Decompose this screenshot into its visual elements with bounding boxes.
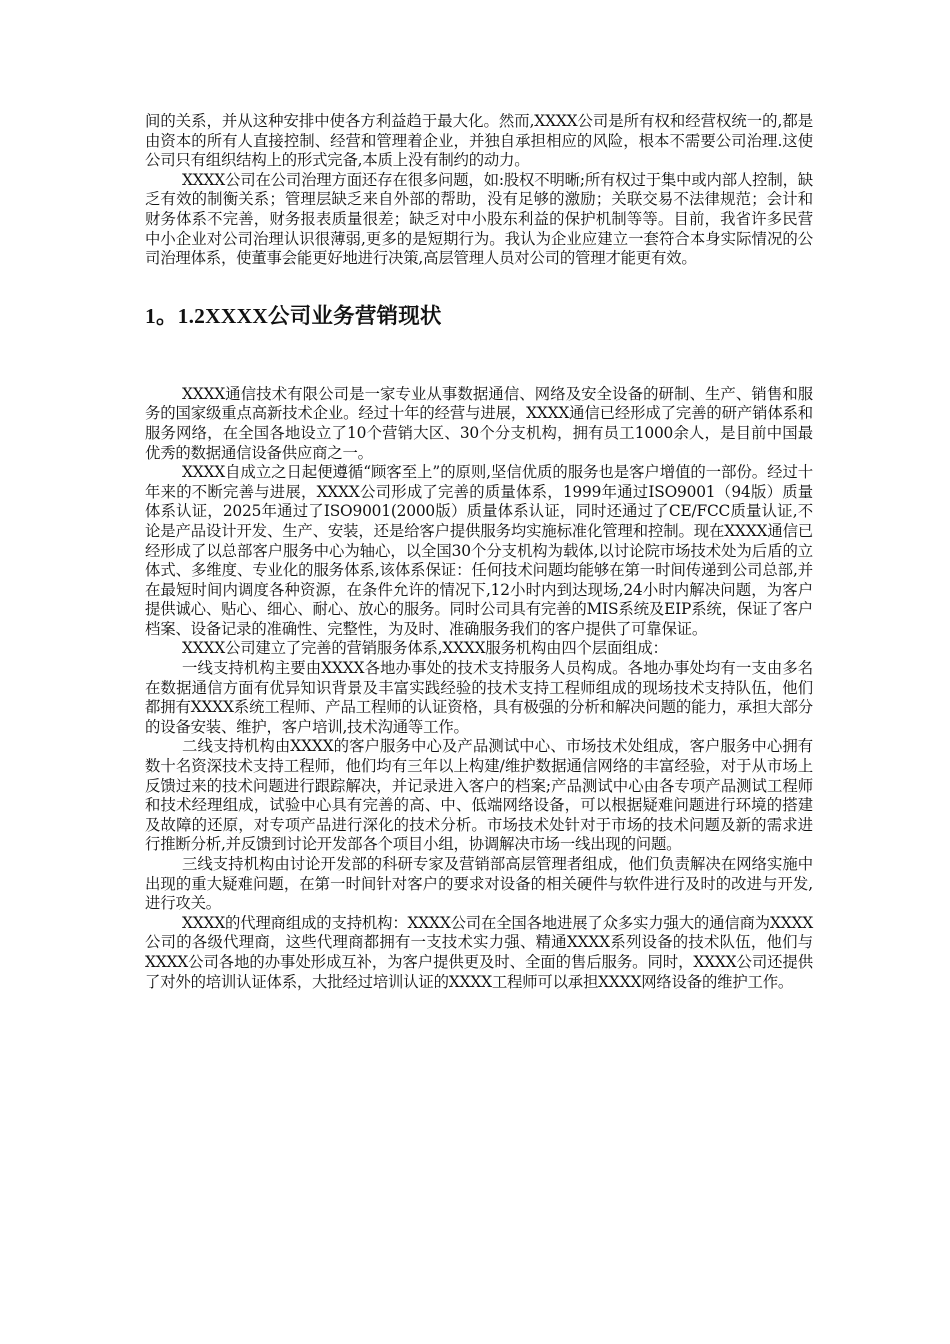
paragraph-top-1: 间的关系，并从这种安排中使各方利益趋于最大化。然而,XXXX公司是所有权和经营权统一的,都是由资本的所有人直接控制、经营和管理着企业，并独自承担相应的风险，根本不需要公司治理.这使公司只有组织结构上的形式完备,本质上没有制约的动力。 — [145, 112, 813, 170]
paragraph-second-line-support: 二线支持机构由XXXX的客户服务中心及产品测试中心、市场技术处组成，客户服务中心拥有数十名资深技术支持工程师，他们均有三年以上构建/维护数据通信网络的丰富经验，对于从市场上反馈过来的技术问题进行跟踪解决，并记录进入客户的档案;产品测试中心由各专项产品测试工程师和技术经理组成，试验中心具有完善的高、中、低端网络设备，可以根据疑难问题进行环境的搭建及故障的还原，对专项产品进行深化的技术分析。市场技术处针对于市场的技术问题及新的需求进行推断分析,并反馈到讨论开发部各个项目小组，协调解决市场一线出现的问题。 — [145, 737, 813, 854]
section-heading: 1。1.2XXXX公司业务营销现状 — [145, 303, 442, 328]
paragraph-service-system: XXXX公司建立了完善的营销服务体系,XXXX服务机构由四个层面组成： — [182, 639, 668, 658]
document-page — [145, 112, 813, 992]
paragraph-service-quality: XXXX自成立之日起便遵循“顾客至上”的原则,坚信优质的服务也是客户增值的一部份。经过十年来的不断完善与进展，XXXX公司形成了完善的质量体系，1999年通过ISO9001（94版）质量体系认证，2025年通过了ISO9001(2000版）质量体系认证，同时还通过了CE/FCC质量认证,不论是产品设计开发、生产、安装，还是给客户提供服务均实施标准化管理和控制。现在XXXX通信已经形成了以总部客户服务中心为轴心，以全国30个分支机构为载体,以讨论院市场技术处为后盾的立体式、多维度、专业化的服务体系,该体系保证：任何技术问题均能够在第一时间传递到公司总部,并在最短时间内调度各种资源，在条件允许的情况下,12小时内到达现场,24小时内解决问题，为客户提供诚心、贴心、细心、耐心、放心的服务。同时公司具有完善的MIS系统及EIP系统，保证了客户档案、设备记录的准确性、完整性，为及时、准确服务我们的客户提供了可靠保证。 — [145, 463, 813, 638]
paragraph-top-2: XXXX公司在公司治理方面还存在很多问题，如:股权不明晰;所有权过于集中或内部人控制，缺乏有效的制衡关系；管理层缺乏来自外部的帮助，没有足够的激励；关联交易不法律规范；会计和财务体系不完善，财务报表质量很差；缺乏对中小股东利益的保护机制等等。目前，我省许多民营中小企业对公司治理认识很薄弱,更多的是短期行为。我认为企业应建立一套符合本身实际情况的公司治理体系，使董事会能更好地进行决策,高层管理人员对公司的管理才能更有效。 — [145, 170, 813, 268]
paragraph-third-line-support: 三线支持机构由讨论开发部的科研专家及营销部高层管理者组成，他们负责解决在网络实施中出现的重大疑难问题，在第一时间针对客户的要求对设备的相关硬件与软件进行及时的改进与开发,进行攻关。 — [145, 855, 813, 913]
paragraph-first-line-support: 一线支持机构主要由XXXX各地办事处的技术支持服务人员构成。各地办事处均有一支由多名在数据通信方面有优异知识背景及丰富实践经验的技术支持工程师组成的现场技术支持队伍，他们都拥有XXXX系统工程师、产品工程师的认证资格，具有极强的分析和解决问题的能力，承担大部分的设备安装、维护，客户培训,技术沟通等工作。 — [145, 659, 813, 736]
paragraph-agent-support: XXXX的代理商组成的支持机构：XXXX公司在全国各地进展了众多实力强大的通信商为XXXX公司的各级代理商，这些代理商都拥有一支技术实力强、精通XXXX系列设备的技术队伍，他们与XXXX公司各地的办事处形成互补，为客户提供更及时、全面的售后服务。同时，XXXX公司还提供了对外的培训认证体系，大批经过培训认证的XXXX工程师可以承担XXXX网络设备的维护工作。 — [145, 913, 813, 991]
paragraph-company-intro: XXXX通信技术有限公司是一家专业从事数据通信、网络及安全设备的研制、生产、销售和服务的国家级重点高新技术企业。经过十年的经营与进展，XXXX通信已经形成了完善的研产销体系和服务网络，在全国各地设立了10个营销大区、30个分支机构，拥有员工1000余人，是目前中国最优秀的数据通信设备供应商之一。 — [145, 384, 813, 462]
